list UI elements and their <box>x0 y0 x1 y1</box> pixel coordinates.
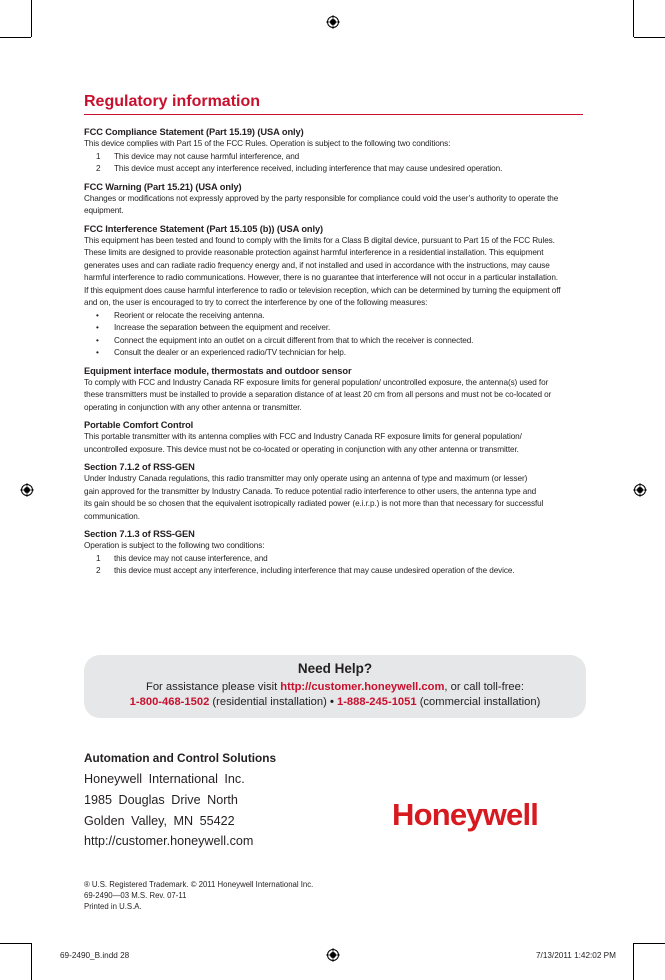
list-text: This device may not cause harmful interference, and <box>114 151 300 161</box>
list-number: 2 <box>96 164 101 173</box>
paragraph: Operation is subject to the following two conditions: <box>84 541 265 550</box>
bullet-text: Connect the equipment into an outlet on a circuit different from that to which the receiver is connected. <box>114 335 474 345</box>
page-title: Regulatory information <box>84 93 261 110</box>
registration-mark-icon <box>20 483 34 497</box>
bullet-icon: • <box>96 335 99 345</box>
list-item <box>84 163 584 176</box>
paragraph-line: operating in conjunction with any other antenna or transmitter. <box>84 402 302 412</box>
paragraph: This device complies with Part 15 of the FCC Rules. Operation is subject to the following two conditions: <box>84 139 451 148</box>
section-heading-equipment: Equipment interface module, thermostats and outdoor sensor <box>84 365 352 376</box>
list-number: 1 <box>96 553 101 563</box>
paragraph-line: gain approved for the transmitter by Industry Canada. To reduce potential radio interference to other users, the antenna type and <box>84 486 537 496</box>
address-line: Golden Valley, MN 55422 <box>84 813 235 828</box>
honeywell-logo: Honeywell <box>392 797 539 832</box>
paragraph-line: If this equipment does cause harmful interference to radio or television reception, which can be determined by turning the equipment off <box>84 285 561 295</box>
paragraph-line: these transmitters must be installed to provide a separation distance of at least 20 cm from all persons and must not be co-located or <box>84 390 552 399</box>
list-item <box>84 553 584 566</box>
bullet-item <box>84 310 584 323</box>
paragraph-line: These limits are designed to provide reasonable protection against harmful interference in a residential installation. This equipment <box>84 248 544 257</box>
crop-mark <box>0 943 31 944</box>
bullet-item <box>84 335 584 348</box>
need-help-box <box>84 655 586 718</box>
help-title: Need Help? <box>297 661 373 676</box>
section-heading-rss-713: Section 7.1.3 of RSS-GEN <box>84 529 195 539</box>
section-heading-portable: Portable Comfort Control <box>84 420 194 430</box>
help-phone-line <box>84 695 586 710</box>
bullet-text: Reorient or relocate the receiving antenna. <box>114 310 265 320</box>
list-number: 2 <box>96 566 101 575</box>
paragraph-line: harmful interference to radio communications. However, there is no guarantee that interference will not occur in a particular installation. <box>84 273 558 282</box>
address-line: 1985 Douglas Drive North <box>84 792 238 807</box>
paragraph-line: Under Industry Canada regulations, this radio transmitter may only operate using an antenna of type and maximum (or lesser) <box>84 474 528 483</box>
paragraph-line: and on, the user is encouraged to try to correct the interference by one of the following measures: <box>84 298 428 307</box>
slug-filename: 69-2490_B.indd 28 <box>60 951 130 960</box>
phone-commercial[interactable]: 1-888-245-1051 <box>336 696 417 708</box>
help-prefix: For assistance please visit <box>145 681 281 693</box>
crop-mark <box>0 37 31 38</box>
paragraph-line: uncontrolled exposure. This device must not be co-located or operating in conjunction with any other antenna or transmitter. <box>84 444 519 454</box>
crop-mark <box>633 943 634 980</box>
residential-label: (residential installation) <box>209 696 327 708</box>
regulatory-content <box>84 126 584 578</box>
crop-mark <box>634 943 665 944</box>
bullet-item <box>84 347 584 360</box>
paragraph-line: To comply with FCC and Industry Canada RF exposure limits for general population/ uncontrolled exposure, the antenna(s) used for <box>84 377 549 387</box>
paragraph-line: Changes or modifications not expressly approved by the party responsible for compliance could void the user’s authority to operate the <box>84 193 559 203</box>
paragraph-line: This portable transmitter with its antenna complies with FCC and Industry Canada RF exposure limits for general population/ <box>84 432 522 441</box>
list-number: 1 <box>96 151 101 161</box>
bullet-text: Increase the separation between the equipment and receiver. <box>114 323 331 332</box>
bullet-text: Consult the dealer or an experienced radio/TV technician for help. <box>114 348 346 357</box>
section-heading-fcc-warning: FCC Warning (Part 15.21) (USA only) <box>84 181 242 192</box>
help-suffix: , or call toll-free: <box>444 681 524 693</box>
bullet-icon: • <box>96 310 99 320</box>
section-heading-rss-712: Section 7.1.2 of RSS-GEN <box>84 462 195 472</box>
section-heading-fcc-interference: FCC Interference Statement (Part 15.105 (b)) (USA only) <box>84 223 324 234</box>
help-url-link[interactable]: http://customer.honeywell.com <box>280 681 445 693</box>
trademark-note: ® U.S. Registered Trademark. © 2011 Honeywell International Inc. <box>84 880 314 889</box>
list-text: this device may not cause interference, and <box>114 553 268 563</box>
company-block <box>84 750 276 852</box>
company-url[interactable]: http://customer.honeywell.com <box>84 834 254 849</box>
bullet-icon: • <box>96 323 99 332</box>
doc-number: 69-2490—03 M.S. Rev. 07-11 <box>84 891 187 901</box>
section-heading-fcc-compliance: FCC Compliance Statement (Part 15.19) (USA only) <box>84 127 304 137</box>
registration-mark-icon <box>326 15 340 29</box>
separator: • <box>329 696 334 708</box>
paragraph-line: its gain should be so chosen that the equivalent isotropically radiated power (e.i.r.p.) is not more than that necessary for successful <box>84 499 544 508</box>
company-title: Automation and Control Solutions <box>84 751 277 765</box>
commercial-label: (commercial installation) <box>416 696 541 708</box>
registration-mark-icon <box>633 483 647 497</box>
list-text: this device must accept any interference, including interference that may cause undesired operation of the device. <box>114 566 515 575</box>
address-line: Honeywell International Inc. <box>84 772 245 786</box>
bullet-item <box>84 322 584 335</box>
bullet-icon: • <box>96 348 99 357</box>
printed-note: Printed in U.S.A. <box>84 902 142 912</box>
slug-timestamp: 7/13/2011 1:42:02 PM <box>536 951 616 960</box>
crop-mark <box>31 0 32 37</box>
crop-mark <box>634 37 665 38</box>
paragraph-line: This equipment has been tested and found to comply with the limits for a Class B digital device, pursuant to Part 15 of the FCC Rules. <box>84 235 555 245</box>
crop-mark <box>633 0 634 37</box>
title-divider <box>84 114 583 115</box>
list-item <box>84 565 584 578</box>
list-item <box>84 151 584 164</box>
crop-mark <box>31 943 32 980</box>
footer-notes <box>84 879 313 913</box>
paragraph-line: equipment. <box>84 206 124 215</box>
paragraph-line: generates uses and can radiate radio frequency energy and, if not installed and used in accordance with the instructions, may cause <box>84 260 550 270</box>
registration-mark-icon <box>326 948 340 962</box>
paragraph-line: communication. <box>84 511 140 521</box>
help-assistance-line <box>84 680 586 695</box>
phone-residential[interactable]: 1-800-468-1502 <box>129 696 210 708</box>
list-text: This device must accept any interference received, including interference that may cause undesired operation. <box>114 164 503 173</box>
